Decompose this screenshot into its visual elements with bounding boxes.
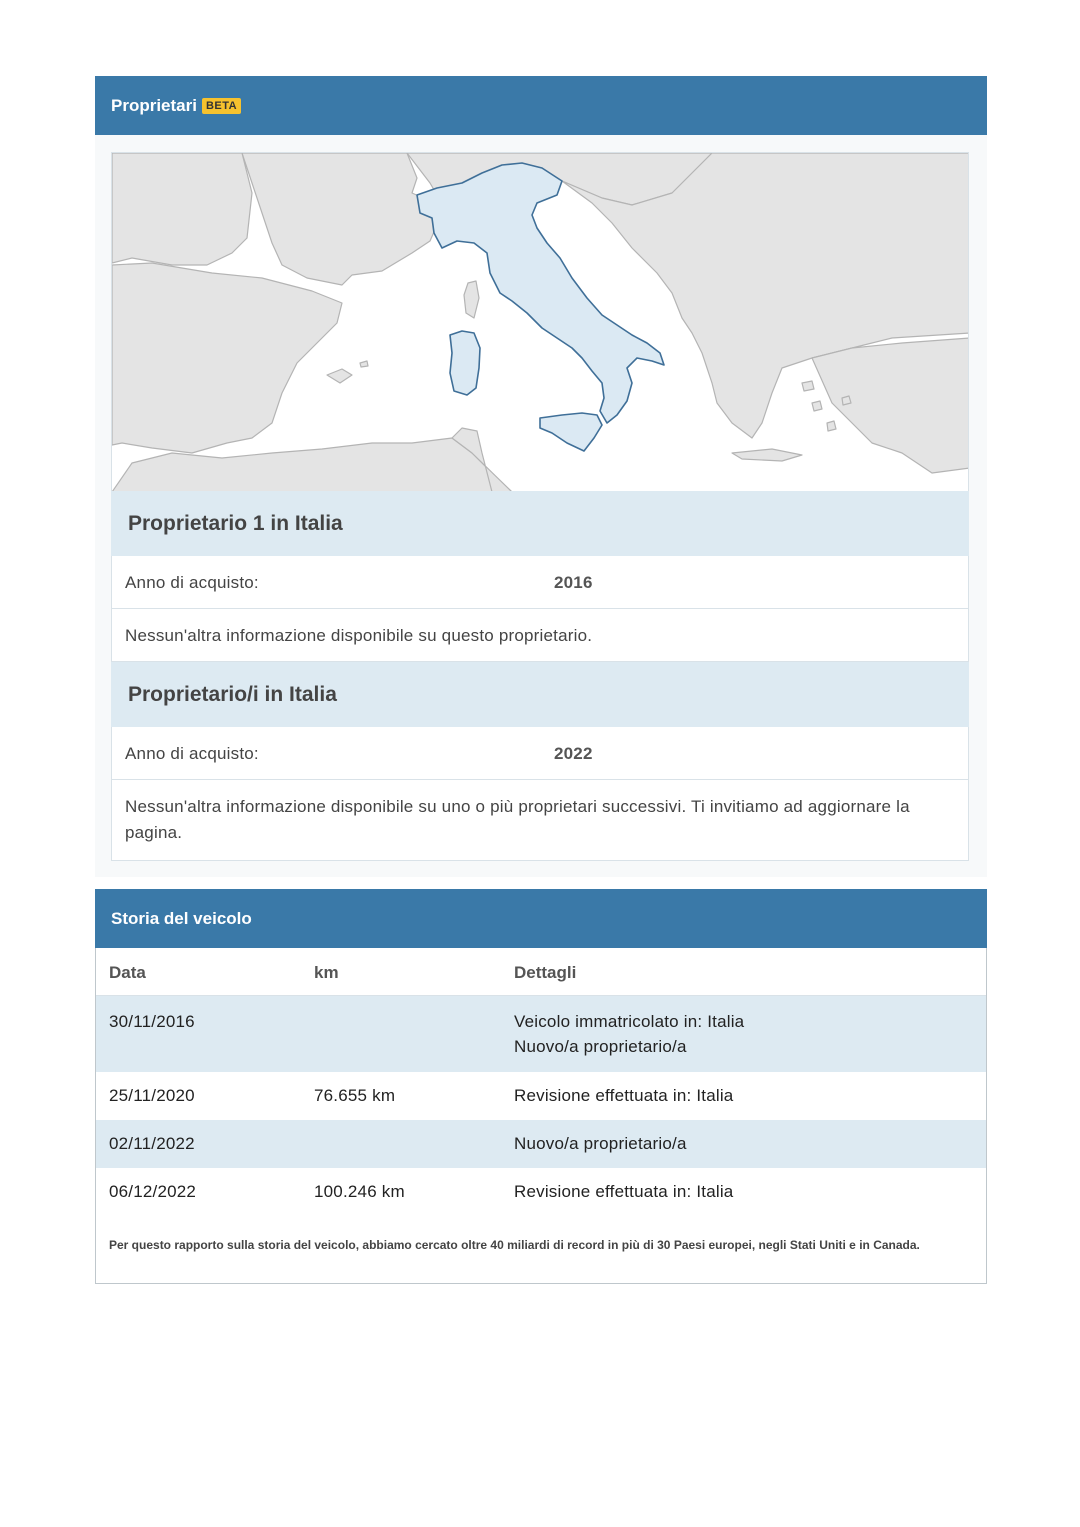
column-header-details: Dettagli <box>514 963 577 982</box>
owner-1-purchase-row <box>111 556 969 609</box>
row-km: 76.655 km <box>314 1086 396 1105</box>
row-details <box>514 1083 733 1108</box>
history-footnote: Per questo rapporto sulla storia del veicolo, abbiamo cercato oltre 40 miliardi di record in più di 30 Paesi europei, negli Stati Uniti e in Canada. <box>109 1238 920 1252</box>
row-detail-line: Nuovo/a proprietario/a <box>514 1037 687 1056</box>
owners-section-header <box>95 76 987 135</box>
owner-2-title: Proprietario/i in Italia <box>111 662 969 727</box>
row-date: 06/12/2022 <box>109 1182 197 1201</box>
row-detail-line: Nuovo/a proprietario/a <box>514 1134 687 1153</box>
owner-2-purchase-label: Anno di acquisto: <box>125 744 259 763</box>
history-section-header <box>95 889 987 948</box>
owner-1-purchase-year: 2016 <box>554 573 593 592</box>
table-row <box>96 996 986 1072</box>
owner-2-purchase-year: 2022 <box>554 744 593 763</box>
europe-map-graphic <box>112 153 969 491</box>
column-header-date: Data <box>109 963 146 982</box>
history-section-title: Storia del veicolo <box>111 908 252 928</box>
row-date: 02/11/2022 <box>109 1134 195 1153</box>
row-detail-line: Revisione effettuata in: Italia <box>514 1086 734 1105</box>
row-date: 25/11/2020 <box>109 1086 195 1105</box>
row-date: 30/11/2016 <box>109 1012 195 1031</box>
history-table <box>95 948 987 1284</box>
row-km: 100.246 km <box>314 1182 405 1201</box>
land-sardinia <box>450 331 480 395</box>
owner-1-title: Proprietario 1 in Italia <box>111 491 969 556</box>
history-table-header <box>96 948 986 996</box>
table-row <box>96 1168 986 1216</box>
owners-section-title: Proprietari <box>111 95 197 115</box>
beta-badge: BETA <box>202 98 241 114</box>
land-uk <box>112 153 252 265</box>
table-row <box>96 1072 986 1120</box>
column-header-km: km <box>314 963 339 982</box>
row-details <box>514 1179 733 1204</box>
row-details <box>514 1131 687 1156</box>
owner-2-note: Nessun'altra informazione disponibile su uno o più proprietari successivi. Ti invitiamo ad aggiornare la pagina. <box>111 780 969 861</box>
owner-1-purchase-label: Anno di acquisto: <box>125 573 259 592</box>
row-details <box>514 1009 744 1059</box>
row-detail-line: Veicolo immatricolato in: Italia <box>514 1012 745 1031</box>
owners-country-map <box>111 152 969 491</box>
row-detail-line: Revisione effettuata in: Italia <box>514 1182 734 1201</box>
table-row <box>96 1120 986 1168</box>
owner-1-note: Nessun'altra informazione disponibile su questo proprietario. <box>111 609 969 662</box>
owner-2-purchase-row <box>111 727 969 780</box>
owners-section-body <box>95 135 987 877</box>
